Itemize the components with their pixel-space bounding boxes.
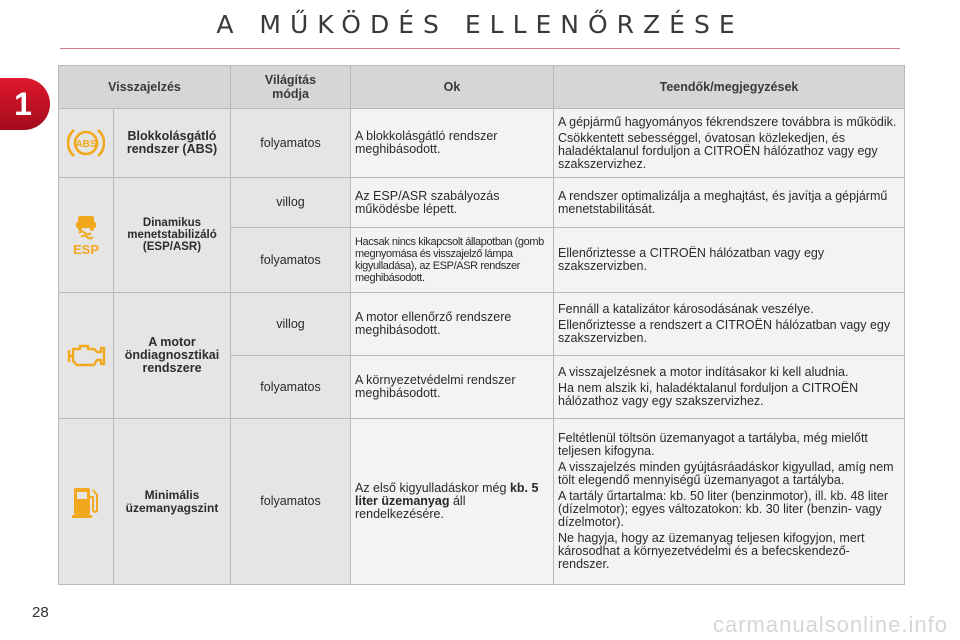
abs-note-1: A gépjármű hagyományos fékrendszere továbbra is működik. bbox=[558, 114, 897, 129]
watermark: carmanualsonline.info bbox=[712, 612, 948, 637]
engine-note-1a: Fennáll a katalizátor károsodásának veszélye. bbox=[558, 302, 814, 316]
header-mode: Világítás módja bbox=[231, 66, 351, 109]
engine-note-1b: Ellenőriztesse a rendszert a CITROËN hálózatban vagy egy szakszervizben. bbox=[558, 318, 891, 345]
fuel-note-3: A tartály űrtartalma: kb. 50 liter (benzinmotor), ill. kb. 48 liter (dízelmotor); egyes változatokon: kb. 30 liter (benzin- vagy dízelmotor). bbox=[558, 489, 888, 529]
engine-note-2a: A visszajelzésnek a motor indításakor ki kell aludnia. bbox=[558, 365, 849, 379]
esp-warning-icon bbox=[69, 213, 103, 257]
engine-name: A motor öndiagnosztikai rendszere bbox=[114, 293, 231, 419]
header-action: Teendők/megjegyzések bbox=[554, 66, 905, 109]
esp-cause-2: Hacsak nincs kikapcsolt állapotban (gomb megnyomása és visszajelző lámpa kigyulladása), az ESP/ASR rendszer meghibásodott. bbox=[351, 228, 554, 293]
fuel-cause-prefix: Az első kigyulladáskor még bbox=[355, 481, 507, 495]
fuel-warning-icon bbox=[71, 484, 101, 520]
fuel-cause bbox=[351, 419, 554, 585]
abs-mode: folyamatos bbox=[231, 109, 351, 178]
warning-lights-table bbox=[58, 65, 905, 585]
esp-name: Dinamikus menetstabilizáló (ESP/ASR) bbox=[114, 178, 231, 293]
fuel-mode: folyamatos bbox=[231, 419, 351, 585]
table-header-row bbox=[59, 66, 905, 109]
abs-warning-icon bbox=[67, 126, 105, 160]
abs-cause: A blokkolásgátló rendszer meghibásodott. bbox=[351, 109, 554, 178]
table-row-engine-flashing bbox=[59, 293, 905, 356]
page-number: 28 bbox=[32, 604, 49, 621]
chapter-tab: 1 bbox=[0, 78, 50, 130]
engine-note-2b: Ha nem alszik ki, haladéktalanul forduljon a CITROËN hálózathoz vagy egy szakszervizhez. bbox=[558, 381, 859, 408]
fuel-name: Minimális üzemanyagszint bbox=[114, 419, 231, 585]
header-cause: Ok bbox=[351, 66, 554, 109]
engine-notes-1 bbox=[554, 293, 905, 356]
engine-cause-2: A környezetvédelmi rendszer meghibásodott. bbox=[351, 356, 554, 419]
engine-cause-1: A motor ellenőrző rendszere meghibásodott. bbox=[351, 293, 554, 356]
table-row-esp-flashing bbox=[59, 178, 905, 228]
page-title: A MŰKÖDÉS ELLENŐRZÉSE bbox=[216, 10, 744, 39]
fuel-notes bbox=[554, 419, 905, 585]
engine-notes-2 bbox=[554, 356, 905, 419]
engine-mode-1: villog bbox=[231, 293, 351, 356]
abs-name: Blokkolásgátló rendszer (ABS) bbox=[114, 109, 231, 178]
engine-warning-icon bbox=[66, 341, 106, 371]
fuel-note-4: Ne hagyja, hogy az üzemanyag teljesen kifogyjon, mert károsodhat a környezetvédelmi és a befecskendező-rendszer. bbox=[558, 531, 865, 571]
abs-icon-cell bbox=[59, 109, 114, 178]
fuel-cause-bold: kb. 5 liter üzemanyag bbox=[355, 481, 539, 508]
table-row-abs bbox=[59, 109, 905, 178]
esp-cause-1: Az ESP/ASR szabályozás működésbe lépett. bbox=[351, 178, 554, 228]
title-divider bbox=[60, 48, 900, 49]
fuel-cause-suffix: áll rendelkezésére. bbox=[355, 494, 466, 521]
abs-note-2: Csökkentett sebességgel, óvatosan közlekedjen, és haladéktalanul forduljon a CITROËN hálózathoz vagy egy szakszervizhez. bbox=[558, 130, 878, 171]
esp-notes-2: Ellenőriztesse a CITROËN hálózatban vagy egy szakszervizben. bbox=[554, 228, 905, 293]
engine-icon-cell bbox=[59, 293, 114, 419]
engine-mode-2: folyamatos bbox=[231, 356, 351, 419]
abs-notes bbox=[554, 109, 905, 178]
table-row-fuel bbox=[59, 419, 905, 585]
esp-mode-2: folyamatos bbox=[231, 228, 351, 293]
fuel-icon-cell bbox=[59, 419, 114, 585]
esp-icon-label: ESP bbox=[72, 242, 100, 257]
abs-icon-label: ABS bbox=[75, 139, 97, 150]
esp-mode-1: villog bbox=[231, 178, 351, 228]
esp-icon-cell bbox=[59, 178, 114, 293]
header-warning: Visszajelzés bbox=[59, 66, 231, 109]
fuel-note-1: Feltétlenül töltsön üzemanyagot a tartályba, még mielőtt teljesen kifogyna. bbox=[558, 431, 868, 458]
fuel-note-2: A visszajelzés minden gyújtásráadáskor kigyullad, amíg nem tölt elegendő mennyiségű üzemanyagot a tartályba. bbox=[558, 460, 894, 487]
esp-notes-1: A rendszer optimalizálja a meghajtást, és javítja a gépjármű menetstabilitását. bbox=[554, 178, 905, 228]
